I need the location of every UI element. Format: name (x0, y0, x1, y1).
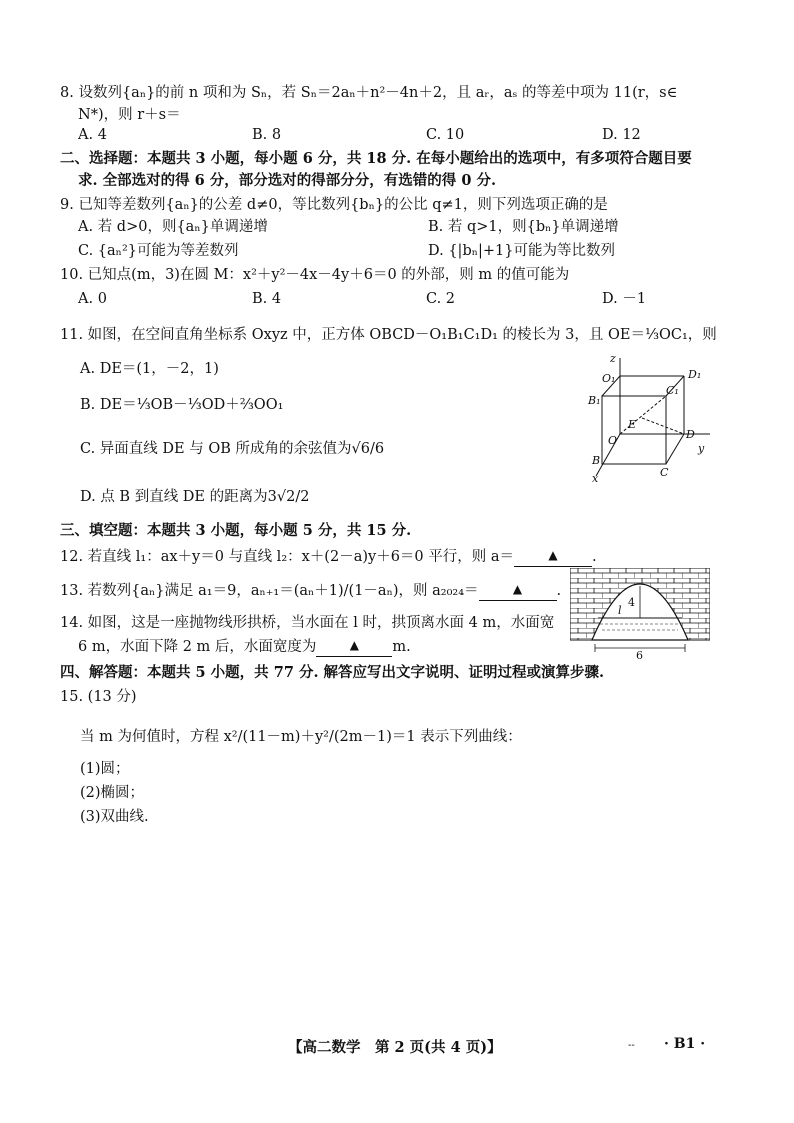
q11-option-a: A. DE＝(1，－2，1) (80, 361, 219, 377)
q10-option-d: D. －1 (602, 291, 647, 307)
q11-option-b: B. DE＝⅓OB－⅓OD＋⅔OO₁ (80, 397, 284, 413)
fig-label-y: y (698, 442, 705, 455)
q15-part-3: (3)双曲线. (80, 809, 149, 825)
q13-line (60, 580, 561, 603)
q12-blank-mark: ▲ (548, 548, 558, 562)
q10-option-b: B. 4 (252, 291, 282, 307)
q15-part-2: (2)椭圆； (80, 785, 145, 801)
q14-line1: 14. 如图，这是一座抛物线形拱桥，当水面在 l 时，拱顶离水面 4 m，水面宽 (60, 615, 555, 631)
q8-option-c: C. 10 (426, 127, 465, 143)
cube-figure (580, 352, 720, 484)
q13-answer-blank[interactable] (479, 578, 557, 601)
q11-stem: 11. 如图，在空间直角坐标系 Oxyz 中，正方体 OBCD－O₁B₁C₁D₁ 的棱长为 3，且 OE＝⅓OC₁，则 (60, 327, 717, 343)
fig-label-x: x (592, 472, 599, 484)
q8-line2: N*)，则 r＋s＝ (78, 107, 181, 123)
q12-end: . (592, 549, 597, 565)
q14-answer-blank[interactable] (316, 634, 392, 657)
q14-blank-mark: ▲ (349, 638, 359, 652)
fig-label-b: B (592, 454, 601, 467)
bridge-figure (570, 568, 710, 660)
section2-line1: 二、选择题：本题共 3 小题，每小题 6 分，共 18 分. 在每小题给出的选项中，有多项符合题目要 (60, 150, 692, 167)
q13-end: . (556, 583, 562, 599)
section4-heading: 四、解答题：本题共 5 小题，共 77 分. 解答应写出文字说明、证明过程或演算步骤. (60, 664, 605, 681)
q11-option-c: C. 异面直线 DE 与 OB 所成角的余弦值为√6/6 (80, 441, 385, 457)
q12-answer-blank[interactable] (514, 544, 592, 567)
q14-end: m. (392, 639, 411, 655)
q13-blank-mark: ▲ (512, 582, 523, 596)
q15-stem: 当 m 为何值时，方程 x²/(11－m)＋y²/(2m－1)＝1 表示下列曲线： (80, 729, 522, 745)
fig-label-d: D (686, 428, 695, 441)
fig-label-b1: B₁ (588, 394, 601, 407)
bridge-label-width: 6 (636, 649, 643, 660)
q9-option-d: D. {|bₙ|+1}可能为等比数列 (428, 243, 615, 259)
q8-line1: 8. 设数列{aₙ}的前 n 项和为 Sₙ，若 Sₙ＝2aₙ＋n²－4n＋2，且 aᵣ，aₛ 的等差中项为 11(r，s∈ (60, 85, 678, 101)
q9-option-c: C. {aₙ²}可能为等差数列 (78, 243, 239, 259)
q15-part-1: (1)圆； (80, 761, 130, 777)
q14-line2-wrap (78, 636, 411, 659)
fig-label-o1: O₁ (602, 372, 616, 385)
section3-heading: 三、填空题：本题共 3 小题，每小题 5 分，共 15 分. (60, 522, 412, 539)
q11-option-d: D. 点 B 到直线 DE 的距离为3√2/2 (80, 489, 310, 505)
fig-label-c: C (660, 466, 669, 479)
fig-label-c1: C₁ (666, 384, 679, 397)
fig-label-d1: D₁ (688, 368, 702, 381)
q8-option-a: A. 4 (78, 127, 107, 143)
q9-option-a: A. 若 d>0，则{aₙ}单调递增 (78, 219, 268, 235)
q10-stem: 10. 已知点(m，3)在圆 M：x²＋y²－4x－4y＋6＝0 的外部，则 m 的值可能为 (60, 267, 570, 283)
q10-option-a: A. 0 (78, 291, 107, 307)
q13-text: 13. 若数列{aₙ}满足 a₁＝9，aₙ₊₁＝(aₙ＋1)/(1－aₙ)，则 a₂₀₂₄＝ (60, 583, 479, 599)
fig-label-o: O (608, 434, 618, 447)
footer-page-info: 【高二数学 第 2 页(共 4 页)】 (288, 1039, 502, 1056)
footer-code: · B1 · (664, 1036, 706, 1052)
q10-option-c: C. 2 (426, 291, 456, 307)
fig-label-z: z (610, 352, 616, 365)
q8-option-d: D. 12 (602, 127, 641, 143)
bridge-label-l: l (618, 604, 622, 617)
q9-stem: 9. 已知等差数列{aₙ}的公差 d≠0，等比数列{bₙ}的公比 q≠1，则下列选项正确的是 (60, 197, 608, 213)
q12-line (60, 546, 597, 569)
bridge-label-height: 4 (628, 596, 635, 609)
q12-text: 12. 若直线 l₁：ax＋y＝0 与直线 l₂：x＋(2－a)y＋6＝0 平行，则 a＝ (60, 549, 515, 565)
q15-title: 15. (13 分) (60, 689, 137, 705)
section2-line2: 求. 全部选对的得 6 分，部分选对的得部分分，有选错的得 0 分. (78, 172, 497, 189)
q14-line2: 6 m，水面下降 2 m 后，水面宽度为 (78, 639, 317, 655)
fig-label-e: E (628, 418, 637, 431)
q9-option-b: B. 若 q>1，则{bₙ}单调递增 (428, 219, 619, 235)
q8-option-b: B. 8 (252, 127, 282, 143)
footer-mark: -- (628, 1040, 635, 1051)
